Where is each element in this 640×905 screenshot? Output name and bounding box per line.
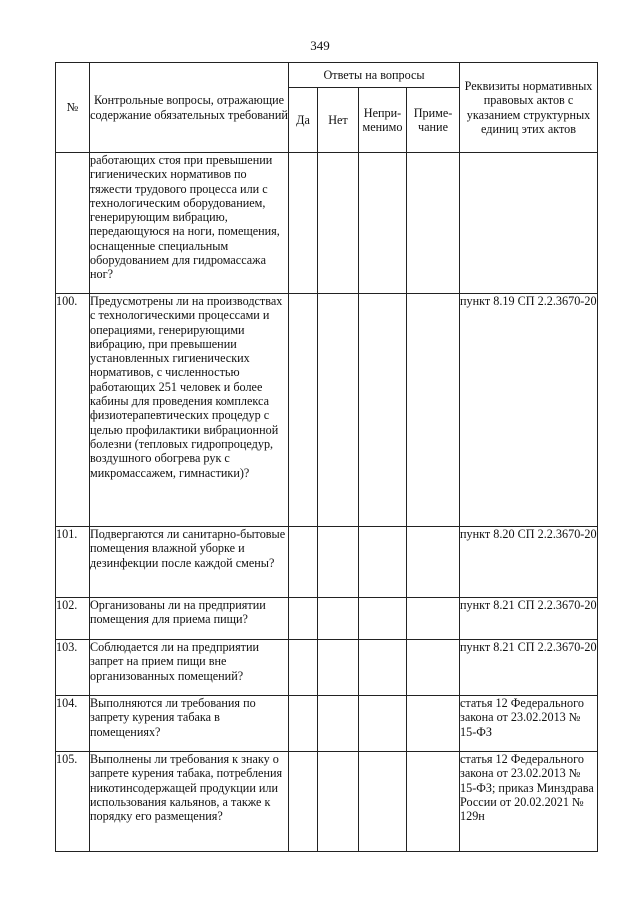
answer-na-cell[interactable] [359,696,407,752]
answer-no-cell[interactable] [318,598,359,640]
question-text: Подвергаются ли санитарно-бытовые помещения влажной уборке и дезинфекции после каждой смены? [90,527,289,598]
answer-no-cell[interactable] [318,752,359,852]
answer-na-cell[interactable] [359,153,407,294]
reference-text: пункт 8.19 СП 2.2.3670-20 [460,294,598,527]
answer-note-cell[interactable] [407,598,460,640]
question-text: работающих стоя при превышении гигиенических нормативов по тяжести трудового процесса или с технологическим оборудованием, генерирующим вибрацию, передающуюся на ноги, помещения, оснащенные специальным оборудованием для гидромассажа ног? [90,153,289,294]
page-number: 349 [310,38,330,53]
answer-na-cell[interactable] [359,598,407,640]
row-number [56,153,90,294]
reference-text: пункт 8.21 СП 2.2.3670-20 [460,598,598,640]
answer-yes-cell[interactable] [289,696,318,752]
answer-no-cell[interactable] [318,153,359,294]
answer-yes-cell[interactable] [289,527,318,598]
answer-yes-cell[interactable] [289,598,318,640]
answer-yes-cell[interactable] [289,153,318,294]
answer-note-cell[interactable] [407,527,460,598]
row-number: 104. [56,696,90,752]
answer-note-cell[interactable] [407,294,460,527]
header-note: Приме- чание [407,88,460,153]
answer-na-cell[interactable] [359,640,407,696]
reference-text: пункт 8.20 СП 2.2.3670-20 [460,527,598,598]
table-row [56,527,598,598]
table-row [56,153,598,294]
answer-no-cell[interactable] [318,527,359,598]
header-num: № [56,63,90,153]
answer-no-cell[interactable] [318,696,359,752]
table-row [56,598,598,640]
answer-na-cell[interactable] [359,294,407,527]
answer-no-cell[interactable] [318,294,359,527]
table-row [56,752,598,852]
answer-note-cell[interactable] [407,153,460,294]
header-questions: Контрольные вопросы, отражающие содержание обязательных требований [90,63,289,153]
table-row [56,294,598,527]
question-text: Выполнены ли требования к знаку о запрете курения табака, потребления никотинсодержащей продукции или использования кальянов, а также к порядку его размещения? [90,752,289,852]
row-number: 105. [56,752,90,852]
row-number: 102. [56,598,90,640]
header-requisites: Реквизиты нормативных правовых актов с указанием структурных единиц этих актов [460,63,598,153]
question-text: Предусмотрены ли на производствах с технологическими процессами и операциями, генерирующими вибрацию, при превышении установленных гигиенических нормативов, с численностью работающих 251 человек и более кабины для проведения комплекса физиотерапевтических процедур с целью профилактики вибрационной болезни (тепловых гидропроцедур, воздушного обогрева рук с микромассажем, гимнастики)? [90,294,289,527]
row-number: 101. [56,527,90,598]
header-yes: Да [289,88,318,153]
table-row [56,640,598,696]
answer-note-cell[interactable] [407,696,460,752]
answer-yes-cell[interactable] [289,294,318,527]
answer-yes-cell[interactable] [289,752,318,852]
row-number: 100. [56,294,90,527]
reference-text: статья 12 Федерального закона от 23.02.2013 № 15-ФЗ [460,696,598,752]
question-text: Соблюдается ли на предприятии запрет на прием пищи вне организованных помещений? [90,640,289,696]
answer-yes-cell[interactable] [289,640,318,696]
table-row [56,696,598,752]
question-text: Организованы ли на предприятии помещения для приема пищи? [90,598,289,640]
header-not-applicable: Непри- менимо [359,88,407,153]
header-answers: Ответы на вопросы [289,63,460,88]
question-text: Выполняются ли требования по запрету курения табака в помещениях? [90,696,289,752]
reference-text: статья 12 Федерального закона от 23.02.2013 № 15-ФЗ; приказ Минздрава России от 20.02.2021 № 129н [460,752,598,852]
reference-text: пункт 8.21 СП 2.2.3670-20 [460,640,598,696]
checklist-table [55,62,598,852]
answer-note-cell[interactable] [407,640,460,696]
reference-text [460,153,598,294]
header-no: Нет [318,88,359,153]
answer-no-cell[interactable] [318,640,359,696]
answer-na-cell[interactable] [359,752,407,852]
answer-na-cell[interactable] [359,527,407,598]
row-number: 103. [56,640,90,696]
answer-note-cell[interactable] [407,752,460,852]
